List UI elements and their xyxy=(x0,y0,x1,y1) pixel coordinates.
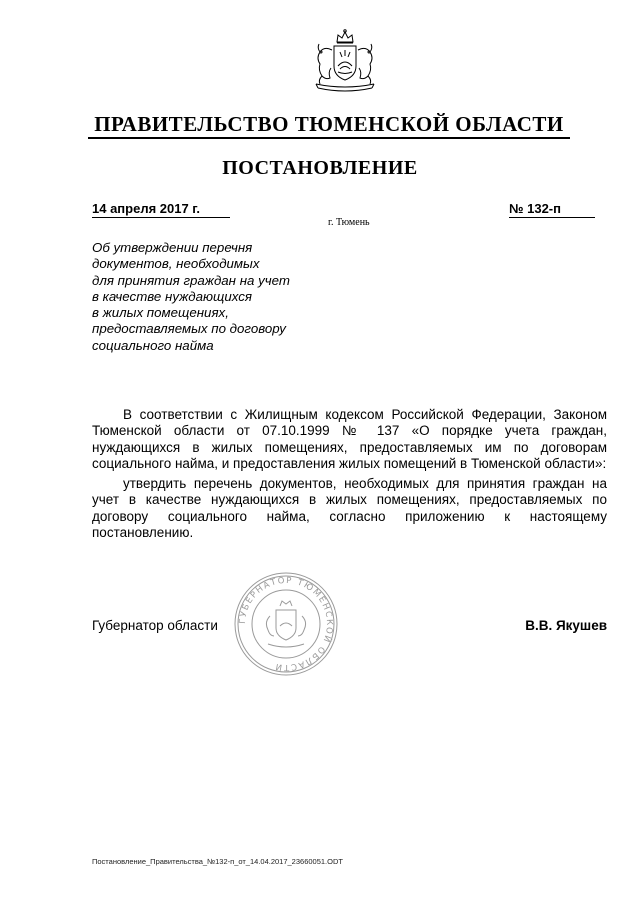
document-date: 14 апреля 2017 г. xyxy=(92,201,230,218)
coat-of-arms-emblem xyxy=(304,28,386,96)
body-paragraph: утвердить перечень документов, необходимых для принятия граждан на учет в качестве нуждающихся в жилых помещениях, предоставляемых по договору социального найма, согласно приложению к настоящему постановлению. xyxy=(92,476,607,541)
body-paragraph: В соответствии с Жилищным кодексом Российской Федерации, Законом Тюменской области от 07.10.1999 № 137 «О порядке учета граждан, нуждающихся в жилых помещениях, предоставляемых им по договорам социального найма, и предоставления жилых помещений в Тюменской области»: xyxy=(92,407,607,471)
signatory-name: В.В. Якушев xyxy=(525,618,607,633)
subject-line: в жилых помещениях, xyxy=(92,305,229,321)
document-number: № 132-п xyxy=(509,201,595,218)
subject-line: для принятия граждан на учет xyxy=(92,272,290,288)
subject-line: документов, необходимых xyxy=(92,256,260,272)
seal-ring-text: ГУБЕРНАТОР ТЮМЕНСКОЙ ОБЛАСТИ xyxy=(237,575,335,673)
subject-line: социального найма xyxy=(92,337,214,353)
footer-filename: Постановление_Правительства_№132-п_от_14.04.2017_23660051.ODT xyxy=(92,857,343,866)
document-type-title: ПОСТАНОВЛЕНИЕ xyxy=(222,157,418,179)
document-subject xyxy=(92,240,332,354)
document-body xyxy=(92,407,607,541)
subject-line: предоставляемых по договору xyxy=(92,321,286,337)
subject-line: в качестве нуждающихся xyxy=(92,288,252,304)
subject-line: Об утверждении перечня xyxy=(92,240,253,255)
government-title: ПРАВИТЕЛЬСТВО ТЮМЕНСКОЙ ОБЛАСТИ xyxy=(94,112,564,136)
official-seal-stamp xyxy=(232,570,340,678)
signatory-position: Губернатор области xyxy=(92,618,218,633)
title-underline xyxy=(88,137,570,139)
document-city: г. Тюмень xyxy=(328,217,370,228)
